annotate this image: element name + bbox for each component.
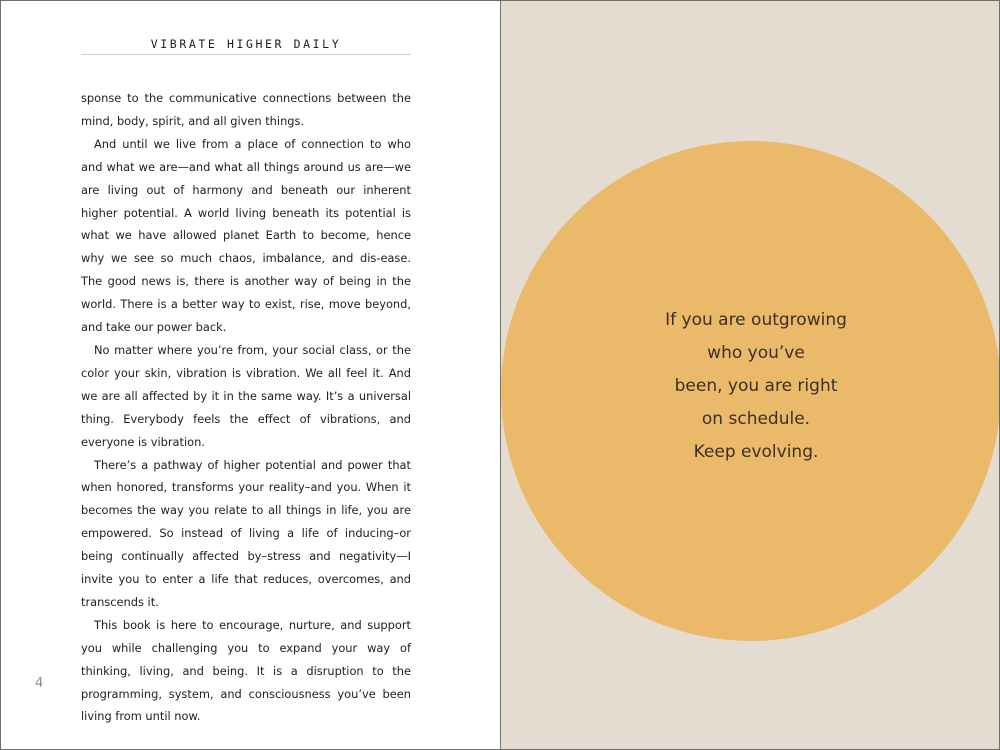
paragraph: And until we live from a place of connection to who and what we are—and what all things around us are—we are living out of harmony and beneath our inherent higher potential. A world living beneath its potential is what we have allowed planet Earth to become, hence why we see so much chaos, imbalance, and dis-ease. The good news is, there is another way of being in the world. There is a better way to exist, rise, move beyond, and take our power back. — [81, 136, 411, 335]
page-number: 4 — [35, 676, 44, 691]
quote-line: on schedule. — [701, 409, 811, 429]
paragraph: No matter where you’re from, your social class, or the color your skin, vibration is vibration. We all feel it. And we are all affected by it in the same way. It’s a universal thing. Everybody feels the effect of vibrations, and everyone is vibration. — [81, 342, 411, 449]
quote-line: been, you are right — [674, 376, 838, 396]
left-page — [1, 1, 501, 750]
quote-line: If you are outgrowing — [665, 310, 847, 330]
header-rule — [81, 54, 411, 55]
paragraph: There’s a pathway of higher potential and power that when honored, transforms your reality–and you. When it becomes the way you relate to all things in life, you are empowered. So instead of living a life of inducing–or being continually affected by–stress and negativity—I invite you to enter a life that reduces, overcomes, and transcends it. — [81, 457, 411, 609]
right-page — [501, 1, 1000, 750]
quote-line: who you’ve — [707, 343, 805, 363]
body-text — [81, 87, 411, 728]
paragraph: sponse to the communicative connections between the mind, body, spirit, and all given things. — [81, 91, 411, 128]
paragraph: This book is here to encourage, nurture, and support you while challenging you to expand your way of thinking, living, and being. It is a disruption to the programming, system, and consciousness you’ve been living from until now. — [81, 617, 411, 724]
quote-line: Keep evolving. — [693, 442, 819, 462]
pull-quote — [581, 304, 931, 469]
running-head: VIBRATE HIGHER DAILY — [150, 37, 342, 51]
